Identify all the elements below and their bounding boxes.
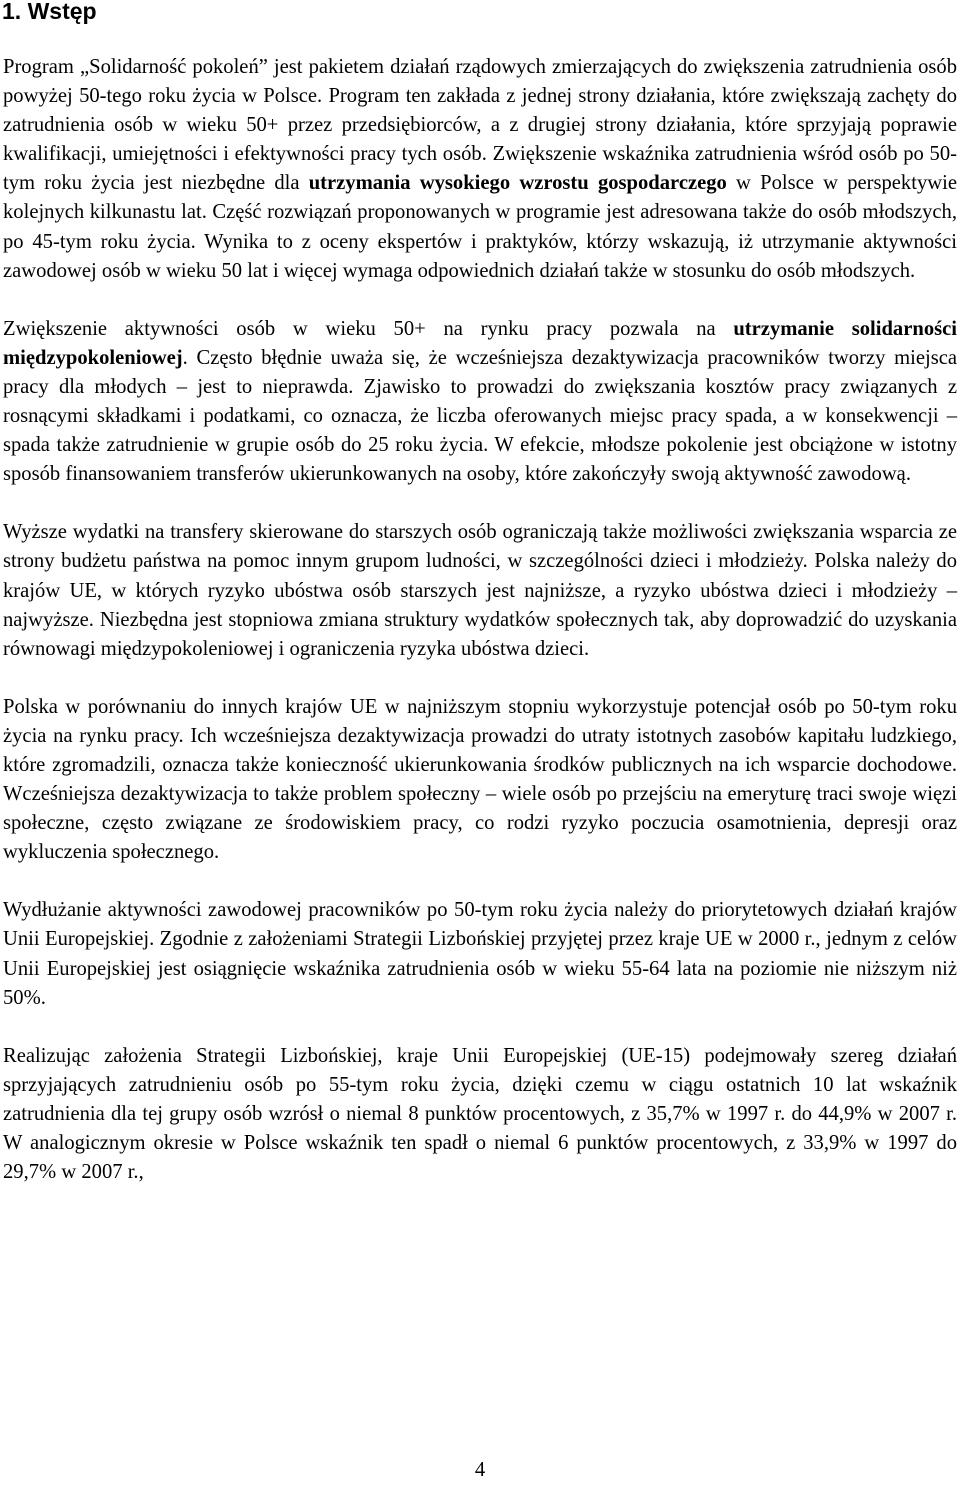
section-heading: 1. Wstęp (2, 0, 97, 24)
paragraph-text: Program „Solidarność pokoleń” jest pakietem działań rządowych zmierzających do zwiększenia zatrudnienia osób powyżej 50-tego roku życia w Polsce. Program ten zakłada z jednej strony działania, które zwiększają zachęty do zatrudnienia osób w wieku 50+ przez przedsiębiorców, a z drugiej strony działania, które sprzyjają poprawie kwalifikacji, umiejętności i efektywności pracy tych osób. Zwiększenie wskaźnika zatrudnienia wśród osób po 50-tym roku życia jest niezbędne dla (3, 56, 957, 195)
paragraph (3, 896, 957, 1012)
body-text (3, 53, 957, 1216)
emphasis-text: utrzymanie solidarności międzypokoleniowej (3, 317, 957, 369)
emphasis-text: utrzymania wysokiego wzrostu gospodarczego (308, 172, 727, 195)
paragraph-text: Zwiększenie aktywności osób w wieku 50+ na rynku pracy pozwala na (3, 317, 734, 340)
paragraph (3, 315, 957, 490)
paragraph (3, 1042, 957, 1187)
page-number: 4 (474, 1459, 486, 1481)
paragraph (3, 53, 957, 286)
paragraph-text: Realizując założenia Strategii Lizbońskiej, kraje Unii Europejskiej (UE-15) podejmowały szereg działań sprzyjających zatrudnieniu osób po 55-tym roku życia, dzięki czemu w ciągu ostatnich 10 lat wskaźnik zatrudnienia dla tej grupy osób wzrósł o niemal 8 punktów procentowych, z 35,7% w 1997 r. do 44,9% w 2007 r. W analogicznym okresie w Polsce wskaźnik ten spadł o niemal 6 punktów procentowych, z 33,9% w 1997 do 29,7% w 2007 r., (3, 1044, 957, 1184)
paragraph (3, 518, 957, 663)
paragraph-text: Polska w porównaniu do innych krajów UE w najniższym stopniu wykorzystuje potencjał osób po 50-tym roku życia na rynku pracy. Ich wcześniejsza dezaktywizacja prowadzi do utraty istotnych zasobów kapitału ludzkiego, które zgromadzili, oznacza także konieczność ukierunkowania środków publicznych na ich wsparcie dochodowe. Wcześniejsza dezaktywizacja to także problem społeczny – wiele osób po przejściu na emeryturę traci swoje więzi społeczne, często związane ze środowiskiem pracy, co rodzi ryzyko poczucia osamotnienia, depresji oraz wykluczenia społecznego. (3, 695, 957, 864)
paragraph (3, 693, 957, 868)
paragraph-text: . Często błędnie uważa się, że wcześniejsza dezaktywizacja pracowników tworzy miejsca pracy dla młodych – jest to nieprawda. Zjawisko to prowadzi do zwiększania kosztów pracy związanych z rosnącymi składkami i podatkami, co oznacza, że liczba oferowanych miejsc pracy spada, a w konsekwencji – spada także zatrudnienie w grupie osób do 25 roku życia. W efekcie, młodsze pokolenie jest obciążone w istotny sposób finansowaniem transferów ukierunkowanych na osoby, które zakończyły swoją aktywność zawodową. (3, 346, 957, 486)
paragraph-text: Wyższe wydatki na transfery skierowane do starszych osób ograniczają także możliwości zwiększania wsparcia ze strony budżetu państwa na pomoc innym grupom ludności, w szczególności dzieci i młodzieży. Polska należy do krajów UE, w których ryzyko ubóstwa osób starszych jest najniższe, a ryzyko ubóstwa dzieci i młodzieży – najwyższe. Niezbędna jest stopniowa zmiana struktury wydatków społecznych tak, aby doprowadzić do uzyskania równowagi międzypokoleniowej i ograniczenia ryzyka ubóstwa dzieci. (3, 521, 957, 660)
paragraph-text: Wydłużanie aktywności zawodowej pracowników po 50-tym roku życia należy do priorytetowych działań krajów Unii Europejskiej. Zgodnie z założeniami Strategii Lizbońskiej przyjętej przez kraje UE w 2000 r., jednym z celów Unii Europejskiej jest osiągnięcie wskaźnika zatrudnienia osób w wieku 55-64 lata na poziomie nie niższym niż 50%. (3, 899, 957, 1009)
paragraph-text: w Polsce w perspektywie kolejnych kilkunastu lat. Część rozwiązań proponowanych w programie jest adresowana także do osób młodszych, po 45-tym roku życia. Wynika to z oceny ekspertów i praktyków, którzy wskazują, iż utrzymanie aktywności zawodowej osób w wieku 50 lat i więcej wymaga odpowiednich działań także w stosunku do osób młodszych. (3, 172, 957, 282)
